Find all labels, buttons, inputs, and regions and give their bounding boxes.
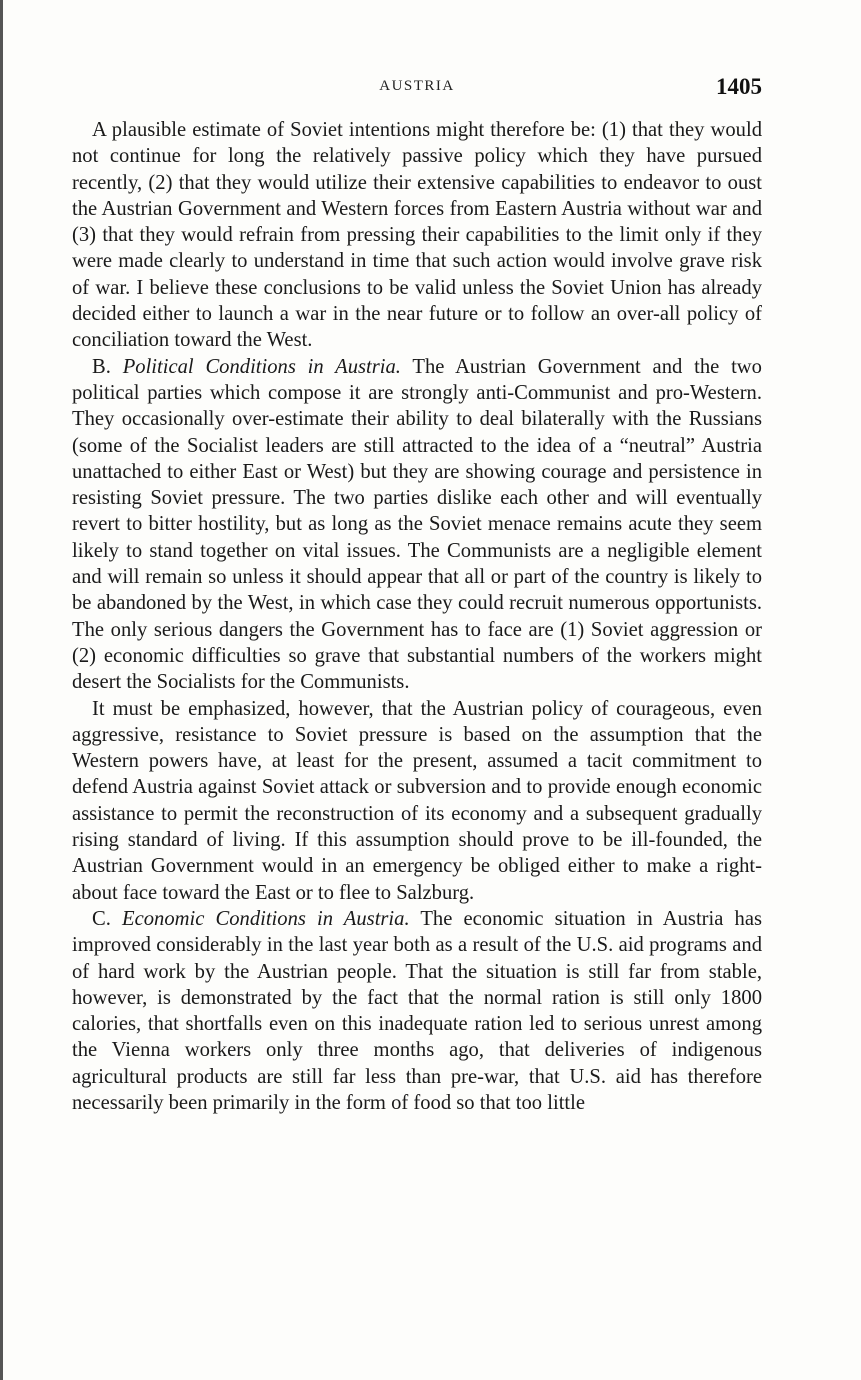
paragraph-text: The economic situation in Austria has improved considerably in the last year both as a result of the U.S. aid programs and of hard work by the Austrian people. That the situation is still far from stable, however, is demonstrated by the fact that the normal ration is still only 1800 calories, that shortfalls even on this inadequate ration led to serious unrest among the Vienna workers only three months ago, that deliveries of indigenous agricultural products are still far less than pre-war, that U.S. aid has therefore necessarily been primarily in the form of food so that too little (72, 907, 762, 1114)
section-prefix: B. (92, 355, 123, 378)
page-header (72, 74, 762, 104)
section-heading-political: Political Conditions in Austria. (122, 355, 401, 378)
running-title: AUSTRIA (379, 78, 455, 94)
page-number: 1405 (716, 74, 762, 99)
paragraph-text: A plausible estimate of Soviet intentions might therefore be: (1) that they would not continue for long the relatively passive policy which they have pursued recently, (2) that they would utilize their extensive capabilities to endeavor to oust the Austrian Government and Western forces from Eastern Austria without war and (3) that they would refrain from pressing their capabilities to the limit only if they were made clearly to understand in time that such action would involve grave risk of war. I believe these conclusions to be valid unless the Soviet Union has already decided either to launch a war in the near future or to follow an over-all policy of conciliation toward the West. (72, 119, 762, 352)
binding-edge (0, 0, 3, 1380)
paragraph-text: It must be emphasized, however, that the Austrian policy of courageous, even aggressive, resistance to Soviet pressure is based on the assumption that the Western powers have, at least for the present, assumed a tacit commitment to defend Austria against Soviet attack or subversion and to provide enough economic assistance to permit the reconstruction of its economy and a subsequent gradually rising standard of living. If this assumption should prove to be ill-founded, the Austrian Government would in an emergency be obliged either to make a right-about face toward the East or to flee to Salzburg. (72, 697, 762, 904)
paragraph-political-conditions (72, 354, 762, 696)
paragraph-soviet-intentions (72, 117, 762, 354)
section-heading-economic: Economic Conditions in Austria. (122, 907, 410, 930)
section-prefix: C. (92, 907, 123, 930)
body-text (72, 117, 762, 1116)
paragraph-text: The Austrian Government and the two political parties which compose it are strongly anti-Communist and pro-Western. They occasionally over-estimate their ability to deal bilaterally with the Russians (some of the Socialist leaders are still attracted to the idea of a “neutral” Austria unattached to either East or West) but they are showing courage and persistence in resisting Soviet pressure. The two parties dislike each other and will eventually revert to bitter hostility, but as long as the Soviet menace remains acute they seem likely to stand together on vital issues. The Communists are a negligible element and will remain so unless it should appear that all or part of the country is likely to be abandoned by the West, in which case they could recruit numerous opportunists. The only serious dangers the Government has to face are (1) Soviet aggression or (2) economic difficulties so grave that substantial numbers of the workers might desert the Socialists for the Communists. (72, 355, 762, 694)
paragraph-economic-conditions (72, 906, 762, 1116)
paragraph-austrian-policy (72, 696, 762, 906)
